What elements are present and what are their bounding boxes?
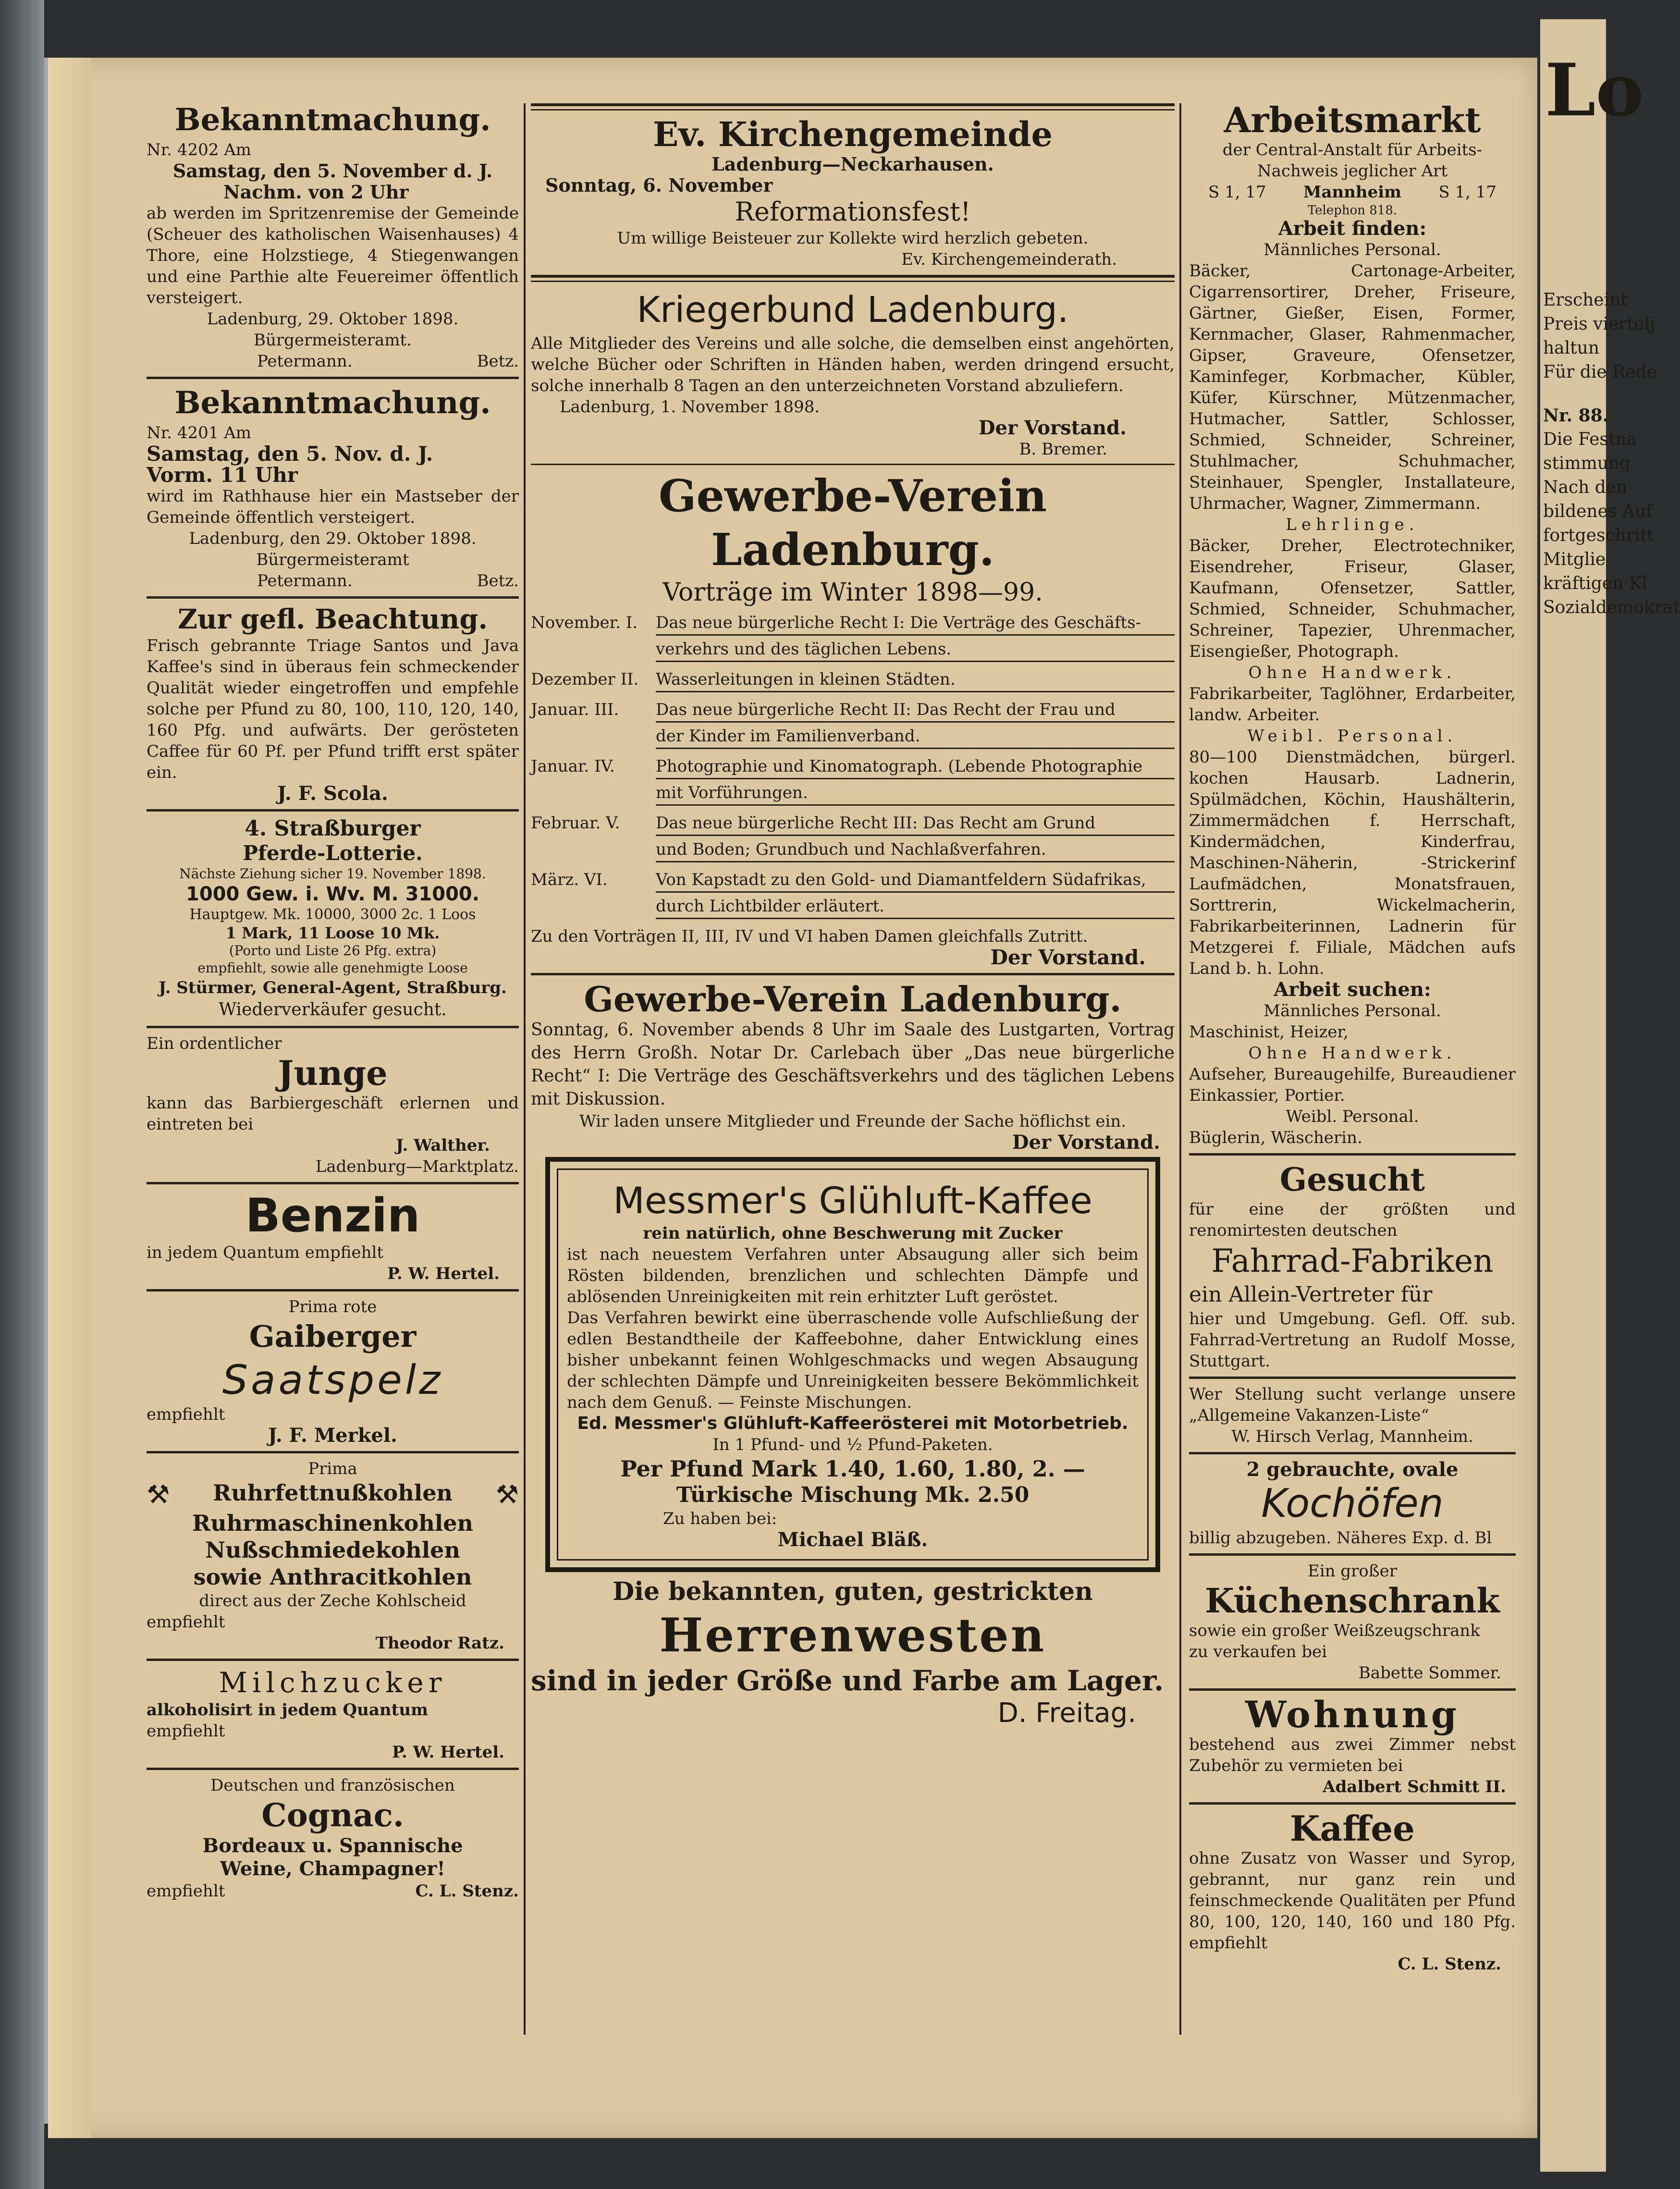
ad-line: Bordeaux u. Spannische <box>202 1834 463 1857</box>
ad-heading: Weibl. Personal. <box>1286 1107 1419 1126</box>
ad-title: Junge <box>278 1053 388 1093</box>
adjacent-line: Nr. 88. <box>1543 406 1609 426</box>
divider <box>531 973 1175 975</box>
notice-signatures <box>147 570 519 591</box>
adjacent-line: kräftigen Kl <box>1543 574 1648 593</box>
ad-signature: Adalbert Schmitt II. <box>1323 1777 1506 1796</box>
column-divider <box>1179 103 1181 2035</box>
ad-lottery <box>147 816 519 1021</box>
ad-body: Fabrikarbeiter, Taglöhner, Erdarbeiter, landw. Arbeiter. <box>1189 684 1516 725</box>
lecture-row <box>531 699 1175 752</box>
ad-note: Wiederverkäufer gesucht. <box>219 1000 447 1020</box>
notice-body: wird im Rathhause hier ein Mastseber der Gemeinde öffentlich versteigert. <box>147 487 519 527</box>
ad-bicycle-agent <box>1189 1160 1516 1372</box>
lecture-topic-line: Das neue bürgerliche Recht II: Das Recht der Frau und <box>656 699 1175 723</box>
ad-line: rein natürlich, ohne Beschwerung mit Zucker <box>643 1224 1063 1243</box>
ad-coal <box>147 1458 519 1654</box>
ad-title: Küchenschrank <box>1205 1581 1500 1621</box>
column-left <box>147 101 519 1902</box>
ad-heading: Reformationsfest! <box>735 197 971 227</box>
ad-line: Ruhrmaschinenkohlen <box>192 1510 473 1536</box>
ad-pre: Ein ordentlicher <box>147 1034 282 1053</box>
lecture-row <box>531 669 1175 695</box>
ad-signature: J. Walther. <box>396 1136 490 1155</box>
ad-pre: Prima rote <box>288 1297 377 1316</box>
ad-heading: Ohne Handwerk. <box>1248 663 1457 682</box>
ad-signature: Ev. Kirchengemeinderath. <box>901 250 1117 269</box>
divider <box>147 1768 519 1770</box>
ad-title: Cognac. <box>261 1796 404 1834</box>
ad-signature: J. F. Scola. <box>277 782 388 805</box>
notice-time: Nachm. von 2 Uhr <box>223 181 409 203</box>
ad-line: sowie Anthracitkohlen <box>193 1564 472 1590</box>
lecture-row <box>531 756 1175 809</box>
ad-body: Bäcker, Cartonage-Arbeiter, Cigarrensortirer, Dreher, Friseure, Gärtner, Gießer, Eisen, Former, Kernmacher, Glaser, Rahmenmacher, Gipser, Graveure, Ofensetzer, Kaminfeger, Korbmacher, Kübler, Küfer, Kürschner, Mützenmacher, Hutmacher, Sattler, Schlosser, Schmied, Schneider, Schreiner, Stuhlmacher, Schuhmacher, Steinhauer, Spengler, Installateure, Uhrmacher, Wagner, Zimmermann. <box>1189 261 1516 513</box>
ad-signature: Der Vorstand. <box>990 946 1146 969</box>
lecture-topic-line: Von Kapstadt zu den Gold- und Diamantfeldern Südafrikas, <box>656 869 1175 893</box>
ad-title: Zur gefl. Beachtung. <box>177 603 488 635</box>
ad-address-part: Mannheim <box>1303 183 1402 202</box>
ad-body: empfiehlt <box>147 1405 225 1424</box>
ad-title: 4. Straßburger <box>245 816 421 841</box>
ad-place: Ladenburg—Marktplatz. <box>315 1157 519 1176</box>
lecture-topic <box>656 869 1175 922</box>
ad-body: Frisch gebrannte Triage Santos und Java Kaffee's sind in überaus fein schmeckender Qualität wieder eingetroffen und empfehle solche per Pfund zu 80, 100, 110, 120, 140, 160 Pfg. und aufwärts. Der gerösteten Caffee für 60 Pf. per Pfund trifft erst später ein. <box>147 636 519 782</box>
ad-apprentice <box>147 1033 519 1177</box>
divider <box>147 377 519 379</box>
lecture-topic-line: Photographie und Kinomatograph. (Lebende Photographie <box>656 756 1175 779</box>
notice-office: Bürgermeisteramt <box>256 550 409 569</box>
signature: Petermann. <box>257 571 353 590</box>
divider <box>147 1659 519 1661</box>
ad-body: alkoholisirt in jedem Quantum <box>147 1700 429 1720</box>
adjacent-page-masthead: Lo <box>1545 48 1644 133</box>
ad-line: Die bekannten, guten, gestrickten <box>613 1577 1093 1606</box>
ad-heading: Arbeit finden: <box>1278 217 1427 240</box>
divider <box>1189 1377 1516 1379</box>
adjacent-line: stimmung <box>1543 454 1631 473</box>
column-divider <box>524 103 526 2035</box>
ad-signature: Babette Sommer. <box>1358 1663 1501 1683</box>
ad-body: Maschinist, Heizer, <box>1189 1022 1349 1042</box>
divider <box>147 1451 519 1453</box>
divider <box>147 1289 519 1291</box>
notice-auction-1 <box>147 101 519 372</box>
ad-body: Sonntag, 6. November abends 8 Uhr im Saale des Lustgarten, Vortrag des Herrn Großh. Notar Dr. Carlebach über „Das neue bürgerliche Recht“ I: Die Verträge des Geschäftsverkehrs und des täglichen Lebens mit Diskussion. <box>531 1020 1175 1109</box>
lecture-topic-line: durch Lichtbilder erläutert. <box>656 896 1175 919</box>
ad-title: Kochöfen <box>1261 1481 1444 1526</box>
hammer-pick-icon: ⚒ <box>495 1479 519 1510</box>
ad-stoves <box>1189 1459 1516 1549</box>
ad-line: sind in jeder Größe und Farbe am Lager. <box>531 1664 1164 1697</box>
ad-title: Gaiberger <box>249 1319 417 1354</box>
ad-line: der Central-Anstalt für Arbeits- <box>1222 140 1483 160</box>
ad-heading: Männliches Personal. <box>1263 240 1441 259</box>
notice-title: Bekanntmachung. <box>174 102 491 138</box>
ad-footer <box>147 1881 519 1902</box>
adjacent-line: bildenes Auf <box>1543 502 1653 521</box>
lecture-row <box>531 812 1175 865</box>
ad-signature: W. Hirsch Verlag, Mannheim. <box>1231 1427 1473 1446</box>
notice-date: Samstag, den 5. Nov. d. J. <box>147 442 433 466</box>
ad-benzin <box>147 1189 519 1284</box>
ad-address-part: S 1, 17 <box>1208 183 1266 202</box>
notice-date: Samstag, den 5. November d. J. <box>172 160 493 182</box>
ad-coffee-scola <box>147 603 519 804</box>
divider <box>1189 1452 1516 1454</box>
ad-place-date: Ladenburg, 1. November 1898. <box>560 397 820 417</box>
ad-signature: Der Vorstand. <box>978 417 1127 439</box>
ad-line: (Porto und Liste 26 Pfg. extra) <box>229 943 437 959</box>
ad-line: empfiehlt, sowie alle genehmigte Loose <box>197 960 468 976</box>
ad-trade-lectures <box>531 469 1175 968</box>
lecture-topic <box>656 612 1175 665</box>
ad-labour-market <box>1189 101 1516 1148</box>
ad-title: Wohnung <box>1245 1693 1459 1736</box>
ad-spelt <box>147 1296 519 1446</box>
ad-signature: J. F. Merkel. <box>268 1424 397 1447</box>
ad-subtitle: Vorträge im Winter 1898—99. <box>662 578 1043 607</box>
notice-title: Bekanntmachung. <box>174 385 491 421</box>
ad-body: Bäcker, Dreher, Electrotechniker, Eisendreher, Friseur, Glaser, Kaufmann, Ofensetzer, Sattler, Schmied, Schneider, Schuhmacher, Schreiner, Tapezier, Uhrenmacher, Eisengießer, Photograph. <box>1189 536 1516 661</box>
divider <box>147 1182 519 1184</box>
ad-line: Ruhrfettnußkohlen <box>213 1480 453 1506</box>
lecture-month: Februar. V. <box>531 813 620 833</box>
ad-date: Sonntag, 6. November <box>545 174 773 196</box>
hammer-pick-icon: ⚒ <box>147 1479 170 1510</box>
ad-body: Zu haben bei: <box>663 1509 777 1528</box>
lecture-topic <box>656 669 1175 695</box>
ad-line: 1000 Gew. i. Wv. M. 31000. <box>186 883 479 905</box>
divider <box>1189 1688 1516 1691</box>
ad-line: Nächste Ziehung sicher 19. November 1898. <box>179 866 486 882</box>
ad-line: Nußschmiedekohlen <box>205 1537 460 1563</box>
lecture-row <box>531 869 1175 922</box>
ad-heading: Arbeit suchen: <box>1274 978 1431 1001</box>
ad-body: Alle Mitglieder des Vereins und alle solche, die demselben einst angehörten, welche Bücher oder Schriften in Händen haben, werden dringend ersucht, solche innerhalb 8 Tagen an den unterzeichneten Vorstand abzuliefern. <box>531 334 1175 395</box>
signature: Betz. <box>477 571 519 590</box>
notice-office: Bürgermeisteramt. <box>254 331 412 350</box>
notice-number: Nr. 4201 Am <box>147 423 252 443</box>
signature: Betz. <box>477 352 519 371</box>
ad-title: Herrenwesten <box>659 1608 1046 1662</box>
divider <box>531 275 1175 282</box>
ad-heading: Fahrrad-Fabriken <box>1211 1242 1494 1279</box>
divider <box>1189 1802 1516 1805</box>
ad-waistcoats <box>531 1576 1175 1729</box>
ad-apartment <box>1189 1693 1516 1797</box>
ad-price: Türkische Mischung Mk. 2.50 <box>676 1483 1030 1507</box>
ad-church <box>531 115 1175 270</box>
ad-signature: C. L. Stenz. <box>1398 1955 1501 1974</box>
ad-heading: Ohne Handwerk. <box>1248 1044 1457 1063</box>
ad-coffee-stenz <box>1189 1809 1516 1975</box>
lecture-list <box>531 612 1175 922</box>
ad-address-part: S 1, 17 <box>1438 183 1496 202</box>
notice-body: ab werden im Spritzenremise der Gemeinde (Scheuer des katholischen Waisenhauses) 4 Thore, eine Holzstiege, 4 Stiegenwangen und eine Parthie alte Feuereimer öffentlich versteigert. <box>147 204 519 307</box>
ad-title: Milchzucker <box>219 1666 447 1699</box>
ad-heading: Weibl. Personal. <box>1247 726 1458 746</box>
column-right <box>1189 101 1516 1975</box>
notice-time: Vorm. 11 Uhr <box>147 463 298 487</box>
ad-milk-sugar <box>147 1666 519 1763</box>
ad-phone: Telephon 818. <box>1307 203 1398 218</box>
notice-signatures <box>147 351 519 372</box>
divider <box>531 103 1175 111</box>
ad-body: Wir laden unsere Mitglieder und Freunde der Sache höflichst ein. <box>579 1112 1127 1131</box>
ad-address <box>1189 182 1516 203</box>
ad-pre: Deutschen und französischen <box>210 1776 455 1795</box>
ad-pre: Prima <box>308 1459 357 1478</box>
adjacent-line: fortgeschritt <box>1543 526 1654 545</box>
ad-heading: Lehrlinge. <box>1286 515 1419 534</box>
ad-pre: Ein großer <box>1308 1562 1397 1581</box>
adjacent-line: Mitglie <box>1543 550 1606 569</box>
ad-body: Um willige Beisteuer zur Kollekte wird herzlich gebeten. <box>617 229 1089 248</box>
notice-place-date: Ladenburg, 29. Oktober 1898. <box>207 309 459 329</box>
ad-body: in jedem Quantum empfiehlt <box>147 1243 384 1262</box>
notice-auction-2 <box>147 384 519 591</box>
lecture-topic-line: mit Vorführungen. <box>656 782 1175 806</box>
ad-line: zu verkaufen bei <box>1189 1642 1327 1661</box>
ad-body: kann das Barbiergeschäft erlernen und eintreten bei <box>147 1094 519 1134</box>
ad-line: 1 Mark, 11 Loose 10 Mk. <box>225 924 440 942</box>
ad-signature: J. Stürmer, General-Agent, Straßburg. <box>159 978 507 997</box>
ad-signature: Theodor Ratz. <box>375 1634 504 1653</box>
ad-messmer <box>557 1168 1149 1561</box>
ad-line: sowie ein großer Weißzeugschrank <box>1189 1621 1480 1640</box>
ad-signature: P. W. Hertel. <box>387 1264 500 1283</box>
ad-coal-heading <box>147 1479 519 1510</box>
divider <box>1189 1153 1516 1156</box>
ad-body: Wer Stellung sucht verlange unsere „Allgemeine Vakanzen-Liste“ <box>1189 1385 1516 1425</box>
ad-veterans <box>531 287 1175 460</box>
ad-signature: Michael Bläß. <box>777 1528 928 1551</box>
ad-line: Hauptgew. Mk. 10000, 3000 2c. 1 Loos <box>189 906 476 923</box>
ad-line: 2 gebrauchte, ovale <box>1246 1458 1459 1481</box>
ad-trade-lecture-notice <box>531 980 1175 1153</box>
ad-body: hier und Umgebung. Gefl. Off. sub. Fahrrad-Vertretung an Rudolf Mosse, Stuttgart. <box>1189 1309 1516 1371</box>
lecture-topic-line: Wasserleitungen in kleinen Städten. <box>656 669 1175 692</box>
lecture-topic <box>656 812 1175 865</box>
divider <box>531 464 1175 465</box>
lecture-topic <box>656 699 1175 752</box>
ad-job-list <box>1189 1384 1516 1447</box>
ad-kitchen-cupboard <box>1189 1561 1516 1684</box>
ad-title: Gewerbe-Verein Ladenburg. <box>659 470 1047 576</box>
ad-title: Arbeitsmarkt <box>1224 99 1481 140</box>
ad-messmer-frame <box>545 1157 1160 1572</box>
divider <box>147 809 519 812</box>
adjacent-line: Nach den <box>1543 478 1628 497</box>
book-spine <box>0 0 44 2189</box>
ad-body: empfiehlt <box>147 1882 225 1901</box>
ad-signature: P. W. Hertel. <box>392 1743 504 1762</box>
signature: Petermann. <box>257 352 353 371</box>
ad-line: ein Allein-Vertreter für <box>1189 1282 1433 1307</box>
ad-title: Kaffee <box>1290 1808 1415 1849</box>
ad-body: für eine der größten und renomirtesten deutschen <box>1189 1200 1516 1240</box>
ad-firm: Ed. Messmer's Glühluft-Kaffeerösterei mit Motorbetrieb. <box>577 1414 1128 1433</box>
ad-signature: Der Vorstand. <box>1012 1131 1160 1154</box>
lecture-month: Dezember II. <box>531 670 639 689</box>
adjacent-line: Preis viertelj <box>1543 314 1655 334</box>
ad-body: Aufseher, Bureaugehilfe, Bureaudiener Einkassier, Portier. <box>1189 1065 1516 1105</box>
adjacent-line: haltun <box>1543 338 1599 358</box>
ad-signature: D. Freitag. <box>997 1697 1136 1729</box>
ad-body: ist nach neuestem Verfahren unter Absaugung aller sich beim Rösten bildenden, brenzlichen und schlechten Dämpfe und ablösenden Unreinigkeiten mit rein erhitzter Luft geröstet. <box>567 1245 1139 1306</box>
ad-line: Weine, Champagner! <box>220 1857 445 1880</box>
ad-line: Nachweis jeglicher Art <box>1257 161 1448 181</box>
adjacent-page <box>1537 19 1680 2172</box>
lecture-month: November. I. <box>531 613 638 632</box>
ad-note: Zu den Vorträgen II, III, IV und VI haben Damen gleichfalls Zutritt. <box>531 927 1088 946</box>
ad-body: empfiehlt <box>147 1722 225 1741</box>
ad-title: Gewerbe-Verein Ladenburg. <box>584 979 1122 1020</box>
ad-title-large: Saatspelz <box>222 1356 443 1403</box>
lecture-topic-line: verkehrs und des täglichen Lebens. <box>656 639 1175 662</box>
adjacent-line: Sozialdemokrat <box>1543 598 1680 617</box>
column-middle <box>531 103 1175 1729</box>
ad-title: Kriegerbund Ladenburg. <box>637 289 1069 331</box>
ad-body: billig abzugeben. Näheres Exp. d. Bl <box>1189 1528 1492 1548</box>
ad-body: bestehend aus zwei Zimmer nebst Zubehör zu vermieten bei <box>1189 1735 1516 1775</box>
lecture-topic-line: und Boden; Grundbuch und Nachlaßverfahren. <box>656 839 1175 862</box>
ad-body: direct aus der Zeche Kohlscheid <box>199 1591 466 1611</box>
ad-signature: C. L. Stenz. <box>415 1882 519 1901</box>
adjacent-line: Erscheint <box>1543 290 1628 310</box>
adjacent-page-text <box>1543 288 1680 620</box>
ad-title: Gesucht <box>1279 1161 1425 1198</box>
ad-title: Benzin <box>245 1189 420 1242</box>
ad-body: Das Verfahren bewirkt eine überraschende volle Aufschließung der edlen Bestandtheile der Kaffeebohne, daher Entwicklung eines bisher unbekannt feinen Wohlgeschmacks und wegen Absaugung der schlechten Dämpfe und Unreinigkeiten bessere Bekömmlichkeit nach dem Genuß. — Feinste Mischungen. <box>567 1308 1139 1412</box>
lecture-month: März. VI. <box>531 870 608 889</box>
lecture-topic-line: Das neue bürgerliche Recht I: Die Verträge des Geschäfts- <box>656 612 1175 636</box>
lecture-topic-line: der Kinder im Familienverband. <box>656 726 1175 749</box>
ad-packaging: In 1 Pfund- und ½ Pfund-Paketen. <box>712 1435 993 1454</box>
notice-number: Nr. 4202 Am <box>147 140 252 160</box>
notice-place-date: Ladenburg, den 29. Oktober 1898. <box>189 529 477 548</box>
ad-body: Büglerin, Wäscherin. <box>1189 1128 1362 1147</box>
page-edge <box>48 58 91 2138</box>
ad-body: 80—100 Dienstmädchen, bürgerl. kochen Hausarb. Ladnerin, Spülmädchen, Köchin, Haushälterin, Zimmermädchen f. Herrschaft, Kindermädchen, Kinderfrau, Maschinen-Näherin, -Strickerinf Laufmädchen, Monatsfrauen, Sorttrerin, Wickelmacherin, Fabrikarbeiterinnen, Ladnerin für Metzgerei f. Filiale, Mädchen aufs Land b. h. Lohn. <box>1189 748 1516 978</box>
ad-cognac <box>147 1775 519 1902</box>
adjacent-line: Für die Rede <box>1543 362 1657 382</box>
divider <box>147 1026 519 1028</box>
lecture-row <box>531 612 1175 665</box>
ad-signature: B. Bremer. <box>1019 440 1107 459</box>
lecture-month: Januar. IV. <box>531 757 615 776</box>
ad-subtitle: Pferde-Lotterie. <box>243 841 423 865</box>
lecture-topic-line: Das neue bürgerliche Recht III: Das Recht am Grund <box>656 812 1175 836</box>
divider <box>147 596 519 599</box>
ad-price: Per Pfund Mark 1.40, 1.60, 1.80, 2. — <box>620 1456 1085 1482</box>
lecture-month: Januar. III. <box>531 700 619 719</box>
lecture-topic <box>656 756 1175 809</box>
divider <box>1189 1553 1516 1556</box>
ad-title: Messmer's Glühluft-Kaffee <box>613 1179 1092 1222</box>
adjacent-line: Die Festna <box>1543 430 1637 449</box>
ad-subtitle: Ladenburg—Neckarhausen. <box>711 153 994 175</box>
ad-body: empfiehlt <box>147 1612 225 1632</box>
ad-body: ohne Zusatz von Wasser und Syrop, gebrannt, nur ganz rein und feinschmeckende Qualitäten per Pfund 80, 100, 120, 140, 160 und 180 Pfg. empfiehlt <box>1189 1849 1516 1953</box>
ad-heading: Männliches Personal. <box>1263 1001 1441 1021</box>
ad-title: Ev. Kirchengemeinde <box>652 114 1053 154</box>
